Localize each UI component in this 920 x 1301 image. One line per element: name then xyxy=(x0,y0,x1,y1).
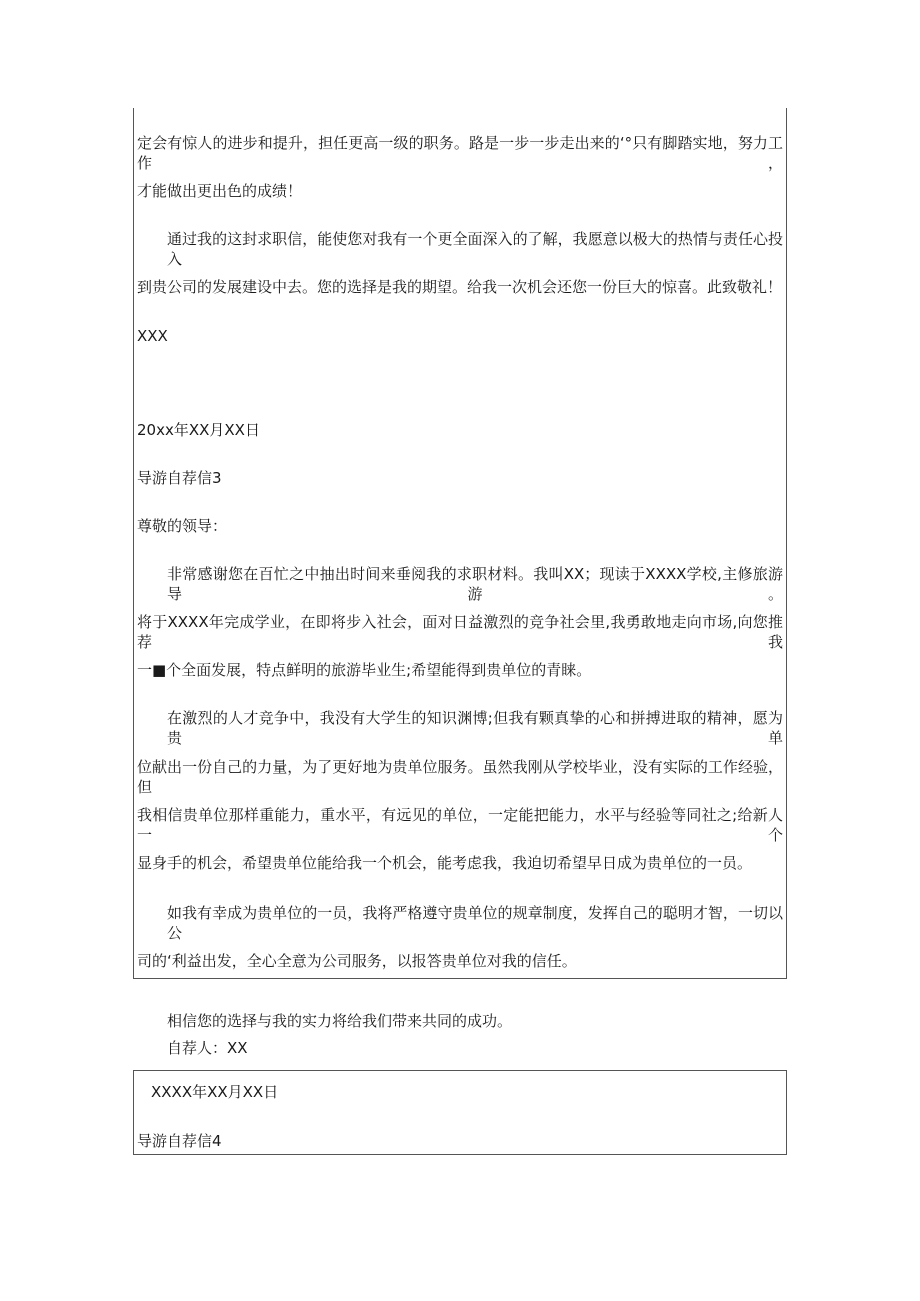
text-line: 如我有幸成为贵单位的一员，我将严格遵守贵单位的规章制度，发挥自己的聪明才智，一切以公 xyxy=(167,904,783,942)
text-line: 在激烈的人才竞争中，我没有大学生的知识渊博;但我有颗真挚的心和拼搏进取的精神，愿为贵单 xyxy=(167,709,783,747)
text-line: 显身手的机会，希望贵单位能给我一个机会，能考虑我，我迫切希望早日成为贵单位的一员。 xyxy=(137,854,753,872)
text-line: 位献出一份自己的力量，为了更好地为贵单位服务。虽然我刚从学校毕业，没有实际的工作经验，但 xyxy=(137,758,783,796)
letter-date: XXXX年XX月XX日 xyxy=(151,1083,279,1101)
letter-heading: 导游自荐信4 xyxy=(137,1132,222,1150)
text-line: 将于XXXX年完成学业，在即将步入社会，面对日益激烈的竞争社会里,我勇敢地走向市场,向您推荐我 xyxy=(137,613,783,651)
closing-signature: 自荐人：XX xyxy=(167,1039,248,1057)
text-line: 才能做出更出色的成绩！ xyxy=(137,182,303,200)
text-line: 通过我的这封求职信，能使您对我有一个更全面深入的了解，我愿意以极大的热情与责任心投入 xyxy=(167,230,783,268)
text-line: 定会有惊人的进步和提升，担任更高一级的职务。路是一步一步走出来的‘°只有脚踏实地，努力工作， xyxy=(137,134,783,172)
text-line: 非常感谢您在百忙之中抽出时间来垂阅我的求职材料。我叫XX；现读于XXXX学校,主修旅游导游。 xyxy=(167,565,783,603)
signature-name: XXX xyxy=(137,327,168,345)
text-line: 我相信贵单位那样重能力，重水平，有远见的单位，一定能把能力，水平与经验等同社之;给新人一个 xyxy=(137,806,783,844)
letter-heading: 导游自荐信3 xyxy=(137,469,222,487)
letter-date: 20xx年XX月XX日 xyxy=(137,421,260,439)
text-line: 到贵公司的发展建设中去。您的选择是我的期望。给我一次机会还您一份巨大的惊喜。此致敬礼！ xyxy=(137,278,783,296)
salutation: 尊敬的领导： xyxy=(137,517,228,535)
text-line: 一■个全面发展，特点鲜明的旅游毕业生;希望能得到贵单位的青睐。 xyxy=(137,661,592,679)
closing-line: 相信您的选择与我的实力将给我们带来共同的成功。 xyxy=(167,1012,513,1030)
text-line: 司的‘利益出发，全心全意为公司服务，以报答贵单位对我的信任。 xyxy=(137,952,577,970)
